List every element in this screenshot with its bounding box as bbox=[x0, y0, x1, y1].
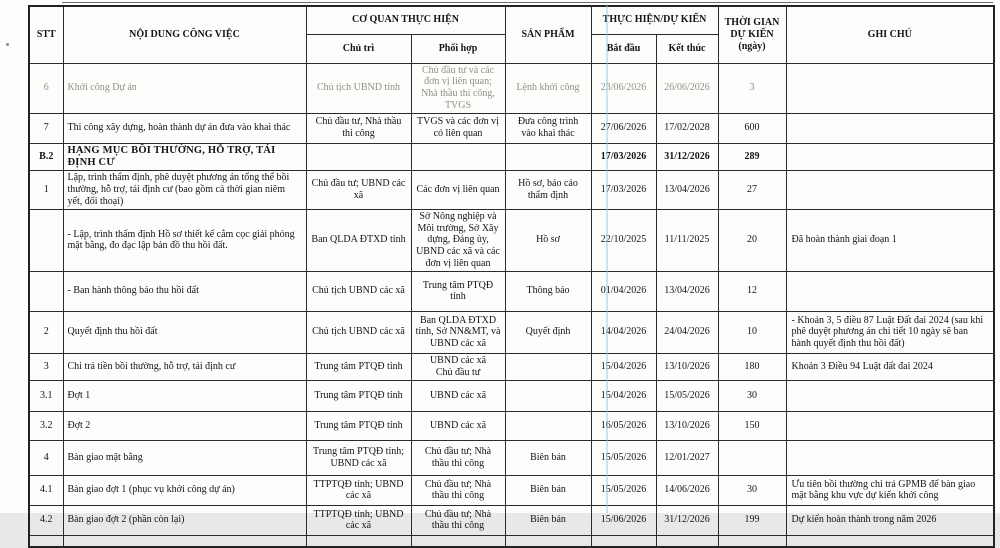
cell-bat-dau bbox=[591, 535, 656, 547]
cell-san-pham: Biên bản bbox=[505, 440, 591, 475]
cell-thoi-gian: 20 bbox=[718, 209, 786, 271]
cell-san-pham: Thông báo bbox=[505, 271, 591, 311]
cell-thoi-gian: 150 bbox=[718, 411, 786, 440]
header-thoi-gian: THỜI GIAN DỰ KIẾN (ngày) bbox=[718, 6, 786, 63]
cell-phoi-hop: UBND các xã bbox=[411, 411, 505, 440]
cell-ghi-chu bbox=[786, 113, 994, 143]
cell-ket-thuc: 31/12/2026 bbox=[656, 505, 718, 535]
cell-noi-dung: HẠNG MỤC BỒI THƯỜNG, HỖ TRỢ, TÁI ĐỊNH CƯ bbox=[63, 143, 306, 171]
cell-ket-thuc: 24/04/2026 bbox=[656, 311, 718, 353]
cell-bat-dau: 16/05/2026 bbox=[591, 411, 656, 440]
cell-stt: 2 bbox=[29, 311, 63, 353]
cell-san-pham: Quyết định bbox=[505, 311, 591, 353]
cell-noi-dung: - Lập, trình thẩm định Hồ sơ thiết kế cắm cọc giải phóng mặt bằng, đo đạc lập bản đồ thu hồi đất. bbox=[63, 209, 306, 271]
cell-noi-dung: Bàn giao mặt bằng bbox=[63, 440, 306, 475]
table-row bbox=[29, 143, 994, 171]
cell-chu-tri: Trung tâm PTQĐ tỉnh bbox=[306, 353, 411, 380]
cell-thoi-gian: 30 bbox=[718, 475, 786, 505]
cell-chu-tri: Chủ đầu tư, Nhà thầu thi công bbox=[306, 113, 411, 143]
cell-noi-dung: Đợt 1 bbox=[63, 380, 306, 411]
cell-phoi-hop: Các đơn vị liên quan bbox=[411, 171, 505, 209]
cell-chu-tri bbox=[306, 143, 411, 171]
cell-chu-tri: TTPTQĐ tỉnh; UBND các xã bbox=[306, 475, 411, 505]
cell-stt: 3.1 bbox=[29, 380, 63, 411]
cell-thoi-gian: 199 bbox=[718, 505, 786, 535]
cell-thoi-gian: 30 bbox=[718, 380, 786, 411]
header-thuc-hien: THỰC HIỆN/DỰ KIẾN bbox=[591, 6, 718, 34]
cell-san-pham: Biên bản bbox=[505, 475, 591, 505]
schedule-table bbox=[28, 5, 995, 548]
cell-bat-dau: 27/06/2026 bbox=[591, 113, 656, 143]
table-row bbox=[29, 271, 994, 311]
cell-thoi-gian: 180 bbox=[718, 353, 786, 380]
cell-ghi-chu: Ưu tiên bồi thường chi trả GPMB để bàn giao mặt bằng khu vực dự kiến khởi công bbox=[786, 475, 994, 505]
cell-thoi-gian bbox=[718, 440, 786, 475]
cell-ghi-chu bbox=[786, 271, 994, 311]
cell-noi-dung: Quyết định thu hồi đất bbox=[63, 311, 306, 353]
table-row bbox=[29, 113, 994, 143]
cell-ket-thuc: 31/12/2026 bbox=[656, 143, 718, 171]
cell-thoi-gian bbox=[718, 535, 786, 547]
cell-phoi-hop: Chủ đầu tư; Nhà thầu thi công bbox=[411, 475, 505, 505]
cell-san-pham: Hồ sơ, báo cáo thẩm định bbox=[505, 171, 591, 209]
cell-chu-tri: Trung tâm PTQĐ tỉnh bbox=[306, 411, 411, 440]
cell-thoi-gian: 289 bbox=[718, 143, 786, 171]
cell-ket-thuc: 26/06/2026 bbox=[656, 63, 718, 113]
cell-bat-dau: 01/04/2026 bbox=[591, 271, 656, 311]
cell-ket-thuc: 12/01/2027 bbox=[656, 440, 718, 475]
cell-stt: 3 bbox=[29, 353, 63, 380]
cell-phoi-hop: UBND các xã bbox=[411, 380, 505, 411]
table-header bbox=[29, 6, 994, 63]
cell-ghi-chu bbox=[786, 535, 994, 547]
cell-phoi-hop: Sở Nông nghiệp và Môi trường, Sở Xây dựng, Đảng ủy, UBND các xã và các đơn vị liên quan bbox=[411, 209, 505, 271]
cell-stt bbox=[29, 271, 63, 311]
cell-san-pham bbox=[505, 353, 591, 380]
cell-bat-dau: 15/05/2026 bbox=[591, 475, 656, 505]
header-stt: STT bbox=[29, 6, 63, 63]
cell-chu-tri: Chủ đầu tư; UBND các xã bbox=[306, 171, 411, 209]
cell-san-pham: Đưa công trình vào khai thác bbox=[505, 113, 591, 143]
cell-ket-thuc: 13/04/2026 bbox=[656, 271, 718, 311]
table-row bbox=[29, 440, 994, 475]
cell-phoi-hop: Chủ đầu tư; Nhà thầu thi công bbox=[411, 505, 505, 535]
cell-san-pham: Lệnh khởi công bbox=[505, 63, 591, 113]
table-row bbox=[29, 209, 994, 271]
cell-noi-dung: Đợt 2 bbox=[63, 411, 306, 440]
scan-artifact-dot bbox=[6, 43, 9, 46]
previous-row-cut-line bbox=[62, 2, 993, 3]
cell-ket-thuc: 17/02/2028 bbox=[656, 113, 718, 143]
cell-ghi-chu bbox=[786, 411, 994, 440]
cell-chu-tri: TTPTQĐ tỉnh; UBND các xã bbox=[306, 505, 411, 535]
cell-stt: 4.1 bbox=[29, 475, 63, 505]
cell-chu-tri bbox=[306, 535, 411, 547]
cell-chu-tri: Trung tâm PTQĐ tỉnh; UBND các xã bbox=[306, 440, 411, 475]
table-row bbox=[29, 353, 994, 380]
cell-thoi-gian: 3 bbox=[718, 63, 786, 113]
table-row bbox=[29, 411, 994, 440]
cell-bat-dau: 17/03/2026 bbox=[591, 143, 656, 171]
cell-ghi-chu bbox=[786, 171, 994, 209]
cell-stt: 4 bbox=[29, 440, 63, 475]
cell-bat-dau: 15/04/2026 bbox=[591, 380, 656, 411]
cell-phoi-hop bbox=[411, 535, 505, 547]
cell-ket-thuc bbox=[656, 535, 718, 547]
header-chu-tri: Chủ trì bbox=[306, 34, 411, 63]
cell-chu-tri: Chủ tịch UBND tỉnh bbox=[306, 63, 411, 113]
cell-bat-dau: 17/03/2026 bbox=[591, 171, 656, 209]
cell-noi-dung: - Ban hành thông báo thu hồi đất bbox=[63, 271, 306, 311]
cell-san-pham: Biên bản bbox=[505, 505, 591, 535]
cell-ket-thuc: 15/05/2026 bbox=[656, 380, 718, 411]
cell-san-pham bbox=[505, 380, 591, 411]
header-co-quan: CƠ QUAN THỰC HIỆN bbox=[306, 6, 505, 34]
cell-ghi-chu bbox=[786, 380, 994, 411]
cell-noi-dung: Thi công xây dựng, hoàn thành dự án đưa vào khai thác bbox=[63, 113, 306, 143]
cell-ket-thuc: 11/11/2025 bbox=[656, 209, 718, 271]
cell-phoi-hop bbox=[411, 143, 505, 171]
cell-phoi-hop: TVGS và các đơn vị có liên quan bbox=[411, 113, 505, 143]
header-noi-dung: NỘI DUNG CÔNG VIỆC bbox=[63, 6, 306, 63]
cell-stt: B.2 bbox=[29, 143, 63, 171]
cell-ghi-chu bbox=[786, 63, 994, 113]
table-row bbox=[29, 380, 994, 411]
cell-noi-dung: Bàn giao đợt 2 (phần còn lại) bbox=[63, 505, 306, 535]
cell-ket-thuc: 14/06/2026 bbox=[656, 475, 718, 505]
header-ghi-chu: GHI CHÚ bbox=[786, 6, 994, 63]
cell-bat-dau: 14/04/2026 bbox=[591, 311, 656, 353]
cell-thoi-gian: 600 bbox=[718, 113, 786, 143]
cell-stt: 6 bbox=[29, 63, 63, 113]
cell-phoi-hop: UBND các xã Chủ đầu tư bbox=[411, 353, 505, 380]
cell-noi-dung bbox=[63, 535, 306, 547]
cell-ghi-chu: Dự kiến hoàn thành trong năm 2026 bbox=[786, 505, 994, 535]
cell-chu-tri: Ban QLDA ĐTXD tỉnh bbox=[306, 209, 411, 271]
cell-noi-dung: Lập, trình thẩm định, phê duyệt phương án tổng thể bồi thường, hỗ trợ, tái định cư (bao gồm cả thời gian niêm yết, đối thoại) bbox=[63, 171, 306, 209]
cell-bat-dau: 15/04/2026 bbox=[591, 353, 656, 380]
cell-san-pham bbox=[505, 411, 591, 440]
cell-ghi-chu: Đã hoàn thành giai đoạn 1 bbox=[786, 209, 994, 271]
cell-thoi-gian: 27 bbox=[718, 171, 786, 209]
cell-noi-dung: Bàn giao đợt 1 (phục vụ khởi công dự án) bbox=[63, 475, 306, 505]
cell-ket-thuc: 13/10/2026 bbox=[656, 353, 718, 380]
cell-san-pham: Hồ sơ bbox=[505, 209, 591, 271]
cell-stt: 4.2 bbox=[29, 505, 63, 535]
cell-san-pham bbox=[505, 143, 591, 171]
cell-phoi-hop: Chủ đầu tư và các đơn vị liên quan; Nhà thầu thi công, TVGS bbox=[411, 63, 505, 113]
header-phoi-hop: Phối hợp bbox=[411, 34, 505, 63]
cell-ghi-chu: - Khoản 3, 5 điều 87 Luật Đất đai 2024 (sau khi phê duyệt phương án chi tiết 10 ngày sẽ ban hành quyết định thu hồi đất) bbox=[786, 311, 994, 353]
table-row bbox=[29, 311, 994, 353]
cell-bat-dau: 22/10/2025 bbox=[591, 209, 656, 271]
cell-stt bbox=[29, 209, 63, 271]
cell-bat-dau: 15/05/2026 bbox=[591, 440, 656, 475]
cell-bat-dau: 23/06/2026 bbox=[591, 63, 656, 113]
cell-ket-thuc: 13/04/2026 bbox=[656, 171, 718, 209]
table-row bbox=[29, 505, 994, 535]
cell-chu-tri: Trung tâm PTQĐ tỉnh bbox=[306, 380, 411, 411]
cell-ghi-chu bbox=[786, 143, 994, 171]
cell-bat-dau: 15/06/2026 bbox=[591, 505, 656, 535]
cell-stt bbox=[29, 535, 63, 547]
table-row bbox=[29, 171, 994, 209]
cell-noi-dung: Khởi công Dự án bbox=[63, 63, 306, 113]
cell-phoi-hop: Ban QLDA ĐTXD tỉnh, Sở NN&MT, và UBND các xã bbox=[411, 311, 505, 353]
cell-stt: 7 bbox=[29, 113, 63, 143]
header-san-pham: SẢN PHẨM bbox=[505, 6, 591, 63]
cell-phoi-hop: Trung tâm PTQĐ tỉnh bbox=[411, 271, 505, 311]
header-bat-dau: Bắt đầu bbox=[591, 34, 656, 63]
table-row bbox=[29, 63, 994, 113]
cell-chu-tri: Chủ tịch UBND các xã bbox=[306, 271, 411, 311]
table-body bbox=[29, 63, 994, 547]
cell-noi-dung: Chi trả tiền bồi thường, hỗ trợ, tái định cư bbox=[63, 353, 306, 380]
cell-ket-thuc: 13/10/2026 bbox=[656, 411, 718, 440]
header-ket-thuc: Kết thúc bbox=[656, 34, 718, 63]
cell-stt: 1 bbox=[29, 171, 63, 209]
table-row bbox=[29, 535, 994, 547]
cell-ghi-chu bbox=[786, 440, 994, 475]
cell-phoi-hop: Chủ đầu tư; Nhà thầu thi công bbox=[411, 440, 505, 475]
cell-stt: 3.2 bbox=[29, 411, 63, 440]
cell-thoi-gian: 10 bbox=[718, 311, 786, 353]
table-row bbox=[29, 475, 994, 505]
cell-chu-tri: Chủ tịch UBND các xã bbox=[306, 311, 411, 353]
cell-ghi-chu: Khoản 3 Điều 94 Luật đất đai 2024 bbox=[786, 353, 994, 380]
cell-thoi-gian: 12 bbox=[718, 271, 786, 311]
cell-san-pham bbox=[505, 535, 591, 547]
